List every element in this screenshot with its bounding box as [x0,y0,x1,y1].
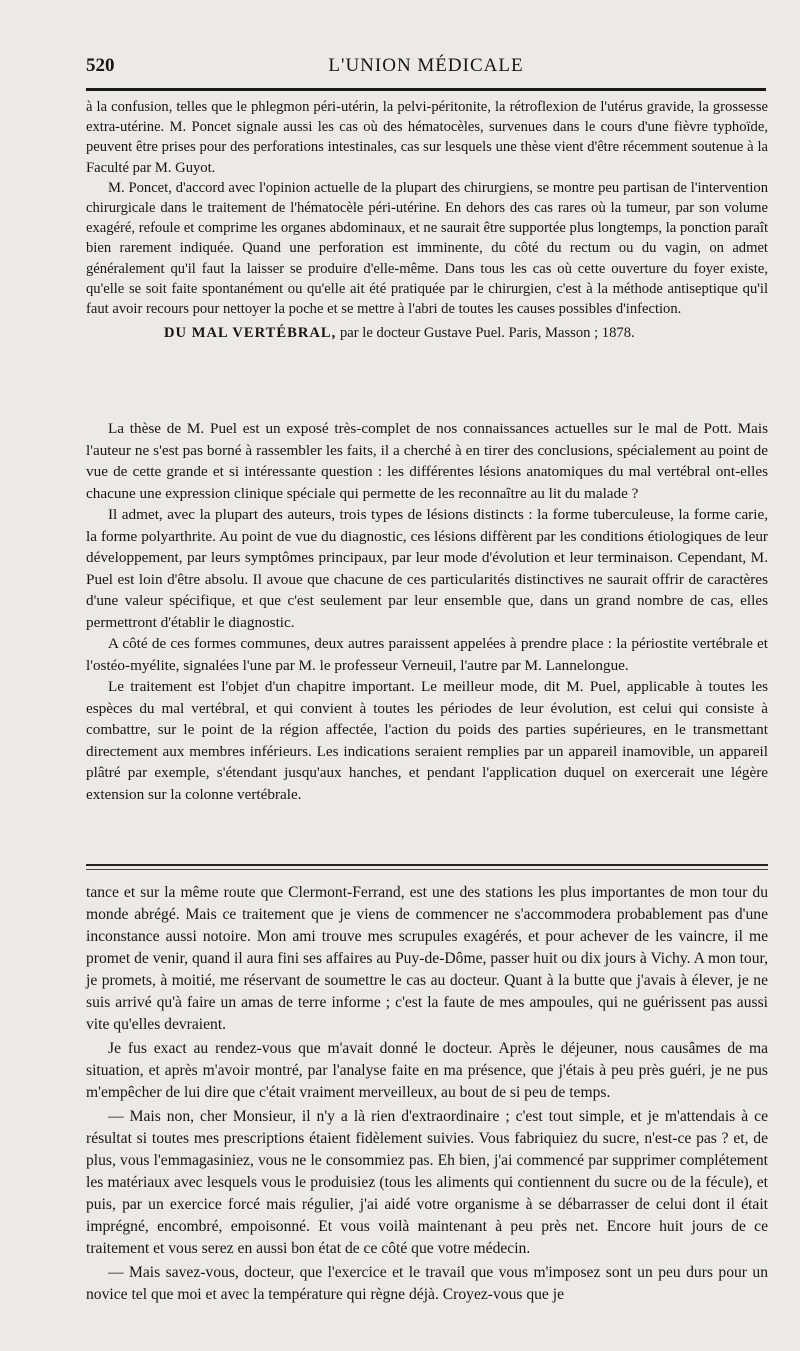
review-heading [86,323,768,343]
paragraph: — Mais non, cher Monsieur, il n'y a là rien d'extraordinaire ; c'est tout simple, et je m'attendais à ce résultat si toutes mes prescriptions étaient fidèlement suivies. Vous fabriquiez du sucre, n'est-ce pas ? et, de plus, vous l'emmagasiniez, vous ne le consommiez pas. Eh bien, j'ai commencé par supprimer complétement les matériaux avec lesquels vous le produisiez (tous les aliments qui contiennent du sucre ou de la fécule), et puis, par un exercice forcé mais régulier, j'ai aidé votre organisme à se débarrasser de celui dont il était imprégné, encombré, empoisonné. Et vous voilà maintenant à peu près net. Encore huit jours de ce traitement et vous serez en aussi bon état de ce côté que votre médecin. [86,1108,768,1257]
page-header [86,55,766,81]
article-mal-vertebral [86,418,768,805]
paragraph: Le traitement est l'objet d'un chapitre important. Le meilleur mode, dit M. Puel, applicable à toutes les espèces du mal vertébral, et qui convient à toutes les périodes de leur évolution, est celui qui consiste à combattre, sur le point de la région affectée, l'action du poids des parties supérieures, en le transmettant directement aux membres inférieurs. Les indications seraient remplies par un appareil inamovible, un appareil plâtré par exemple, s'étendant jusqu'aux hanches, et pendant l'application duquel on exercerait une légère extension sur la colonne vertébrale. [86,678,768,803]
separator-rule [86,869,768,870]
review-byline: par le docteur Gustave Puel. Paris, Masson ; 1878. [336,325,635,342]
paragraph: — Mais savez-vous, docteur, que l'exercice et le travail que vous m'imposez sont un peu durs pour un novice tel que moi et avec la température qui règne déjà. Croyez-vous que je [86,1264,768,1303]
paragraph: tance et sur la même route que Clermont-Ferrand, est une des stations les plus importantes de mon tour du monde abrégé. Mais ce traitement que je viens de commencer ne s'accommodera probablement pas d'une inconstance aussi notoire. Mon ami trouve mes scrupules exagérés, et pour achever de les vaincre, il me promet de venir, quand il aura fini ses affaires au Puy-de-Dôme, passer huit ou dix jours à Vichy. A mon tour, je promets, à moitié, me réservant de soumettre le cas au docteur. Quant à la butte que j'avais à élever, je ne suis arrivé qu'à faire un amas de terre informe ; c'est la faute de mes ampoules, qui ne guérissent pas aussi vite qu'elles devraient. [86,884,768,1033]
feuilleton [86,882,768,1306]
feuilleton-separator [86,864,768,874]
article-hematocele [86,97,768,349]
paragraph: à la confusion, telles que le phlegmon péri-utérin, la pelvi-péritonite, la rétroflexion de l'utérus gravide, la grossesse extra-utérine. M. Poncet signale aussi les cas où des hématocèles, survenues dans le cours d'une fièvre typhoïde, peuvent être prises pour des perforations intestinales, cas sur lesquels une thèse vient d'être récemment soutenue à la Faculté par M. Guyot. [86,99,768,176]
separator-rule [86,864,768,866]
running-title: L'UNION MÉDICALE [328,55,524,76]
paragraph: A côté de ces formes communes, deux autres paraissent appelées à prendre place : la périostite vertébrale et l'ostéo-myélite, signalées l'une par M. le professeur Verneuil, l'autre par M. Lannelongue. [86,635,768,674]
paragraph: Je fus exact au rendez-vous que m'avait donné le docteur. Après le déjeuner, nous causâmes de ma situation, et après m'avoir montré, par l'analyse faite en ma présence, que j'étais à peu près guéri, je ne pus m'empêcher de lui dire que c'était vraiment merveilleux, au bout de si peu de temps. [86,1040,768,1101]
paragraph: La thèse de M. Puel est un exposé très-complet de nos connaissances actuelles sur le mal de Pott. Mais l'auteur ne s'est pas borné à rassembler les faits, il a cherché à en tirer des conclusions, spécialement au point de vue de cette grande et si intéressante question : les différentes lésions anatomiques du mal vertébral ont-elles chacune une expression clinique spéciale qui permette de les reconnaître au lit du malade ? [86,420,768,502]
page-number: 520 [86,55,115,76]
paragraph: M. Poncet, d'accord avec l'opinion actuelle de la plupart des chirurgiens, se montre peu partisan de l'intervention chirurgicale dans le traitement de l'hématocèle péri-utérine. En dehors des cas rares où la tumeur, par son volume exagéré, refoule et comprime les organes abdominaux, et ne saurait être supportée plus longtemps, la ponction paraît bien rarement indiquée. Quand une perforation est imminente, du côté du rectum ou du vagin, on admet généralement qu'il faut la laisser se produire d'elle-même. Dans tous les cas où cette ouverture du foyer existe, qu'elle se soit faite spontanément ou qu'elle ait été pratiquée par le chirurgien, c'est à la méthode antiseptique qu'il faut avoir recours pour nettoyer la poche et se mettre à l'abri de toutes les causes possibles d'infection. [86,179,768,318]
review-title: DU MAL VERTÉBRAL, [164,325,337,342]
header-rule [86,88,766,91]
paragraph: Il admet, avec la plupart des auteurs, trois types de lésions distincts : la forme tuberculeuse, la forme carie, la forme polyarthrite. Au point de vue du diagnostic, ces lésions diffèrent par les conditions étiologiques de leur développement, par leurs symptômes principaux, par leur mode d'évolution et leur terminaison. Cependant, M. Puel est loin d'être absolu. Il avoue que chacune de ces particularités distinctives ne saurait offrir de caractères d'une valeur spécifique, et que c'est seulement par leur ensemble que, dans un grand nombre de cas, elles permettront d'établir le diagnostic. [86,506,768,631]
